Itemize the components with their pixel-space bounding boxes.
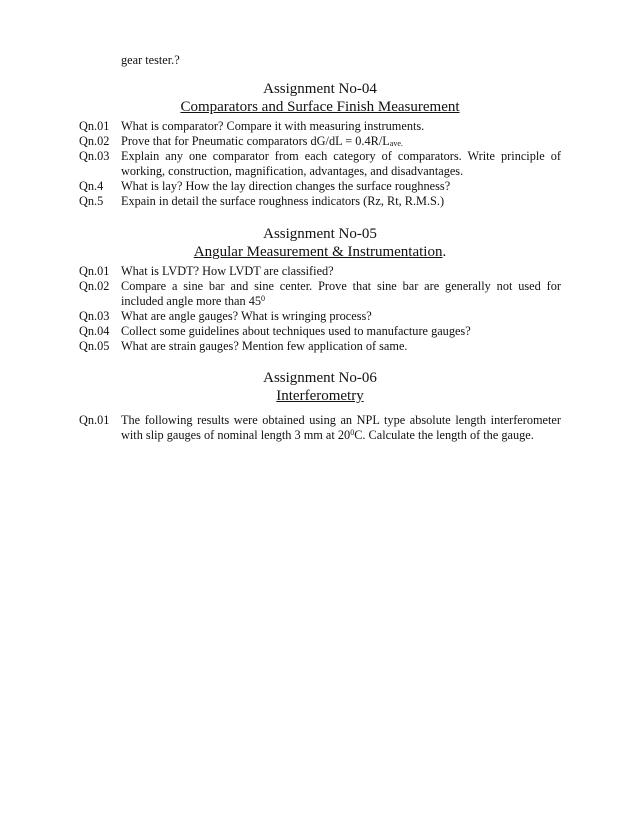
question-text <box>121 134 561 149</box>
subscript: ave. <box>389 139 403 148</box>
question-number: Qn.03 <box>79 149 110 163</box>
question-text: Explain any one comparator from each category of comparators. Write principle of working, construction, magnification, advantages, and disadvantages. <box>121 149 561 178</box>
question-item <box>79 413 561 443</box>
question-text: What is comparator? Compare it with measuring instruments. <box>121 119 425 133</box>
carryover-text: gear tester.? <box>121 53 180 67</box>
question-item <box>79 309 561 324</box>
question-list <box>79 264 561 354</box>
question-item <box>79 179 561 194</box>
assignment-05-section <box>79 225 561 354</box>
question-text: What is lay? How the lay direction changes the surface roughness? <box>121 179 451 193</box>
assignment-title: Assignment No-05 <box>263 226 377 242</box>
assignment-subtitle <box>79 387 561 405</box>
question-number: Qn.01 <box>79 264 110 278</box>
question-number: Qn.02 <box>79 279 110 293</box>
question-item <box>79 134 561 149</box>
question-number: Qn.02 <box>79 134 110 148</box>
question-number: Qn.5 <box>79 194 104 208</box>
assignment-06-section <box>79 369 561 443</box>
subtitle-text: Comparators and Surface Finish Measurement <box>180 99 460 115</box>
superscript: 0 <box>350 428 355 437</box>
assignment-04-section <box>79 80 561 209</box>
assignment-subtitle <box>79 243 561 261</box>
question-item <box>79 119 561 134</box>
question-text: What are angle gauges? What is wringing process? <box>121 309 372 323</box>
question-item <box>79 279 561 309</box>
question-text: Collect some guidelines about techniques used to manufacture gauges? <box>121 324 471 338</box>
question-text: What are strain gauges? Mention few application of same. <box>121 339 408 353</box>
question-text-main: The following results were obtained using an NPL type absolute length interferometer with slip gauges of nominal length 3 mm at 20 <box>121 413 561 442</box>
subtitle-tail: . <box>442 244 447 260</box>
question-item <box>79 194 561 209</box>
question-item <box>79 149 561 179</box>
question-number: Qn.01 <box>79 119 110 133</box>
question-item <box>79 324 561 339</box>
question-number: Qn.05 <box>79 339 110 353</box>
question-number: Qn.03 <box>79 309 110 323</box>
subtitle-text: Interferometry <box>276 388 364 404</box>
question-text-tail: C. Calculate the length of the gauge. <box>354 428 534 442</box>
question-text: What is LVDT? How LVDT are classified? <box>121 264 334 278</box>
question-item <box>79 264 561 279</box>
question-text-main: Compare a sine bar and sine center. Prove that sine bar are generally not used for included angle more than 45 <box>121 279 561 308</box>
question-item <box>79 339 561 354</box>
assignment-title: Assignment No-06 <box>263 370 377 386</box>
question-list <box>79 119 561 209</box>
question-number: Qn.01 <box>79 413 110 427</box>
question-text: Expain in detail the surface roughness indicators (Rz, Rt, R.M.S.) <box>121 194 445 208</box>
question-text <box>121 413 561 443</box>
question-list <box>79 413 561 443</box>
question-number: Qn.4 <box>79 179 104 193</box>
superscript: 0 <box>261 294 266 303</box>
assignment-title: Assignment No-04 <box>263 81 377 97</box>
assignment-subtitle <box>79 98 561 116</box>
subtitle-text: Angular Measurement & Instrumentation <box>193 244 443 260</box>
question-number: Qn.04 <box>79 324 110 338</box>
question-text-main: Prove that for Pneumatic comparators dG/dL = 0.4R/L <box>121 134 390 148</box>
question-text <box>121 279 561 309</box>
